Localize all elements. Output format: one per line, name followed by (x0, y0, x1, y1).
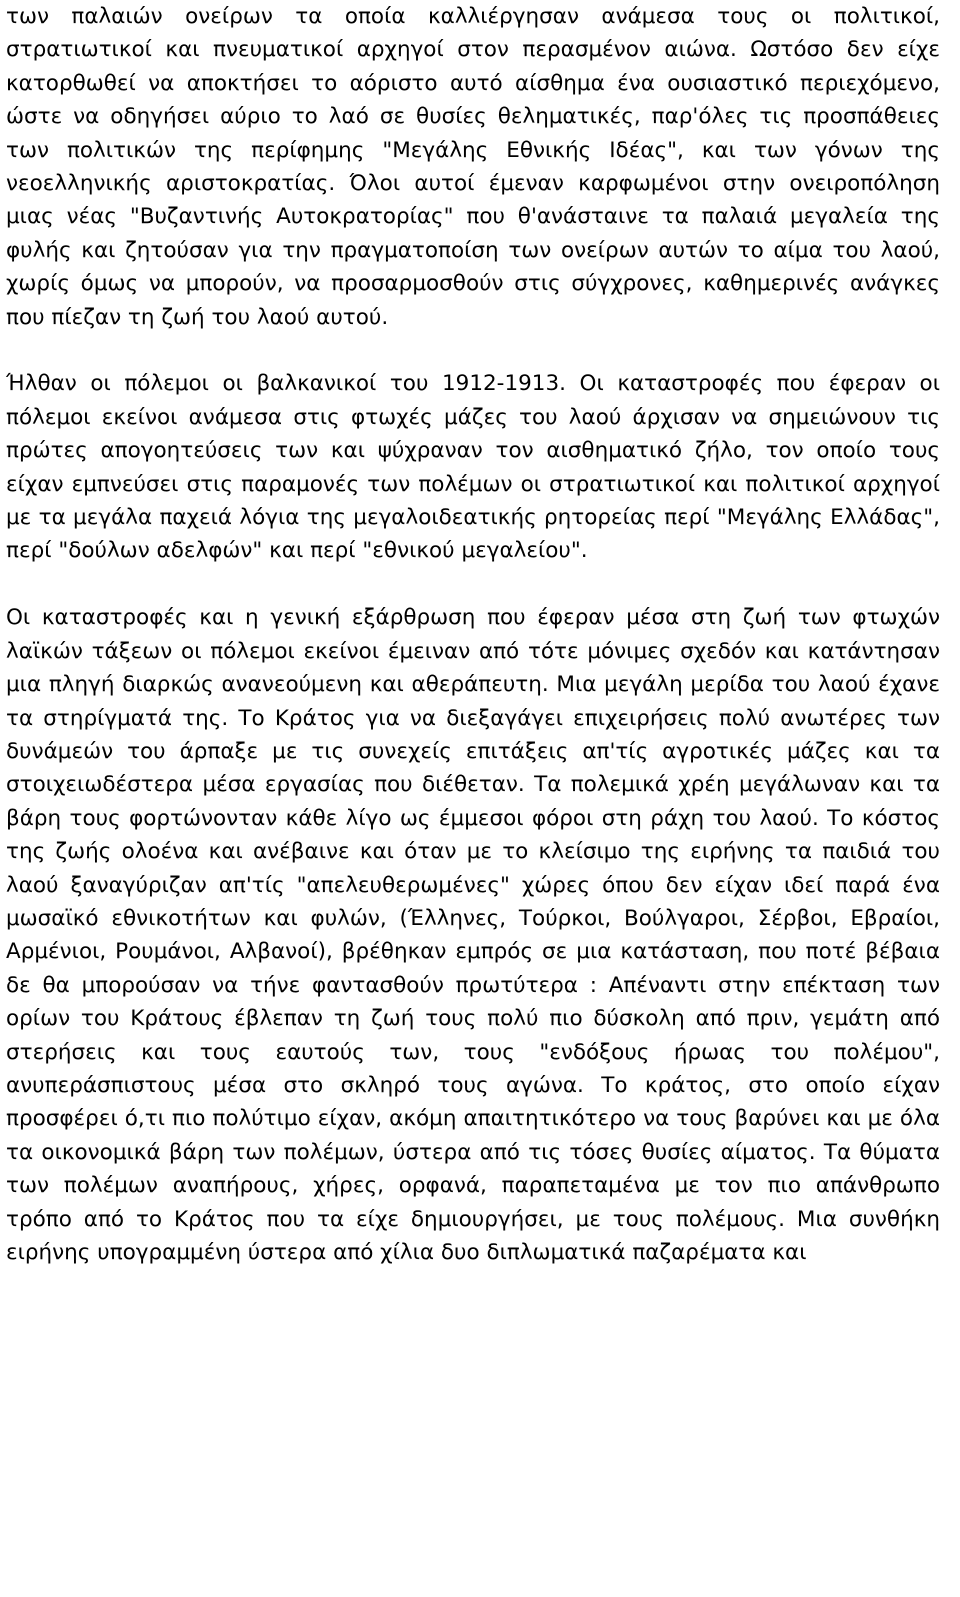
document-page (6, 0, 940, 1269)
paragraph: Οι καταστροφές και η γενική εξάρθρωση που έφεραν μέσα στη ζωή των φτωχών λαϊκών τάξεων οι πόλεμοι εκείνοι έμειναν από τότε μόνιμες σχεδόν και κατάντησαν μια πληγή διαρκώς ανανεούμενη και αθεράπευτη. Μια μεγάλη μερίδα του λαού έχανε τα στηρίγματά της. Το Κράτος για να διεξαγάγει επιχειρήσεις πολύ ανωτέρες των δυνάμεών του άρπαξε με τις συνεχείς επιτάξεις απ'τίς αγροτικές μάζες και τα στοιχειωδέστερα μέσα εργασίας που διέθεταν. Τα πολεμικά χρέη μεγάλωναν και τα βάρη τους φορτώνονταν κάθε λίγο ως έμμεσοι φόροι στη ράχη του λαού. Το κόστος της ζωής ολοένα και ανέβαινε και όταν με το κλείσιμο της ειρήνης τα παιδιά του λαού ξαναγύριζαν απ'τίς "απελευθερωμένες" χώρες όπου δεν είχαν ιδεί παρά ένα μωσαϊκό εθνικοτήτων και φυλών, (Έλληνες, Τούρκοι, Βούλγαροι, Σέρβοι, Εβραίοι, Αρμένιοι, Ρουμάνοι, Αλβανοί), βρέθηκαν εμπρός σε μια κατάσταση, που ποτέ βέβαια δε θα μπορούσαν να τήνε φαντασθούν πρωτύτερα : Απέναντι στην επέκταση των ορίων του Κράτους έβλεπαν τη ζωή τους πολύ πιο δύσκολη από πριν, γεμάτη από στερήσεις και τους εαυτούς των, τους "ενδόξους ήρωας του πολέμου", ανυπεράσπιστους μέσα στο σκληρό τους αγώνα. Το κράτος, στο οποίο είχαν προσφέρει ό,τι πιο πολύτιμο είχαν, ακόμη απαιτητικότερο να τους βαρύνει και με όλα τα οικονομικά βάρη των πολέμων, ύστερα από τις τόσες θυσίες αίματος. Τα θύματα των πολέμων αναπήρους, χήρες, ορφανά, παραπεταμένα με τον πιο απάνθρωπο τρόπο από το Κράτος που τα είχε δημιουργήσει, με τους πολέμους. Μια συνθήκη ειρήνης υπογραμμένη ύστερα από χίλια δυο διπλωματικά παζαρέματα και (6, 605, 940, 1265)
paragraph: Ήλθαν οι πόλεμοι οι βαλκανικοί του 1912-1913. Οι καταστροφές που έφεραν οι πόλεμοι εκείνοι ανάμεσα στις φτωχές μάζες του λαού άρχισαν να σημειώνουν τις πρώτες απογοητεύσεις των και ψύχραναν τον αισθηματικό ζήλο, τον οποίο τους είχαν εμπνεύσει στις παραμονές των πολέμων οι στρατιωτικοί και πολιτικοί αρχηγοί με τα μεγάλα παχειά λόγια της μεγαλοιδεατικής ρητορείας περί "Μεγάλης Ελλάδας", περί "δούλων αδελφών" και περί "εθνικού μεγαλείου". (6, 371, 940, 564)
paragraph: των παλαιών ονείρων τα οποία καλλιέργησαν ανάμεσα τους οι πολιτικοί, στρατιωτικοί και πνευματικοί αρχηγοί στον περασμένον αιώνα. Ωστόσο δεν είχε κατορθωθεί να αποκτήσει το αόριστο αυτό αίσθημα ένα ουσιαστικό περιεχόμενο, ώστε να οδηγήσει αύριο το λαό σε θυσίες θεληματικές, παρ'όλες τις προσπάθειες των πολιτικών της περίφημης "Μεγάλης Εθνικής Ιδέας", και των γόνων της νεοελληνικής αριστοκρατίας. Όλοι αυτοί έμεναν καρφωμένοι στην ονειροπόληση μιας νέας "Βυζαντινής Αυτοκρατορίας" που θ'ανάσταινε τα παλαιά μεγαλεία της φυλής και ζητούσαν για την πραγματοποίση των ονείρων αυτών το αίμα του λαού, χωρίς όμως να μπορούν, να προσαρμοσθούν στις σύγχρονες, καθημερινές ανάγκες που πίεζαν τη ζωή του λαού αυτού. (6, 4, 940, 330)
